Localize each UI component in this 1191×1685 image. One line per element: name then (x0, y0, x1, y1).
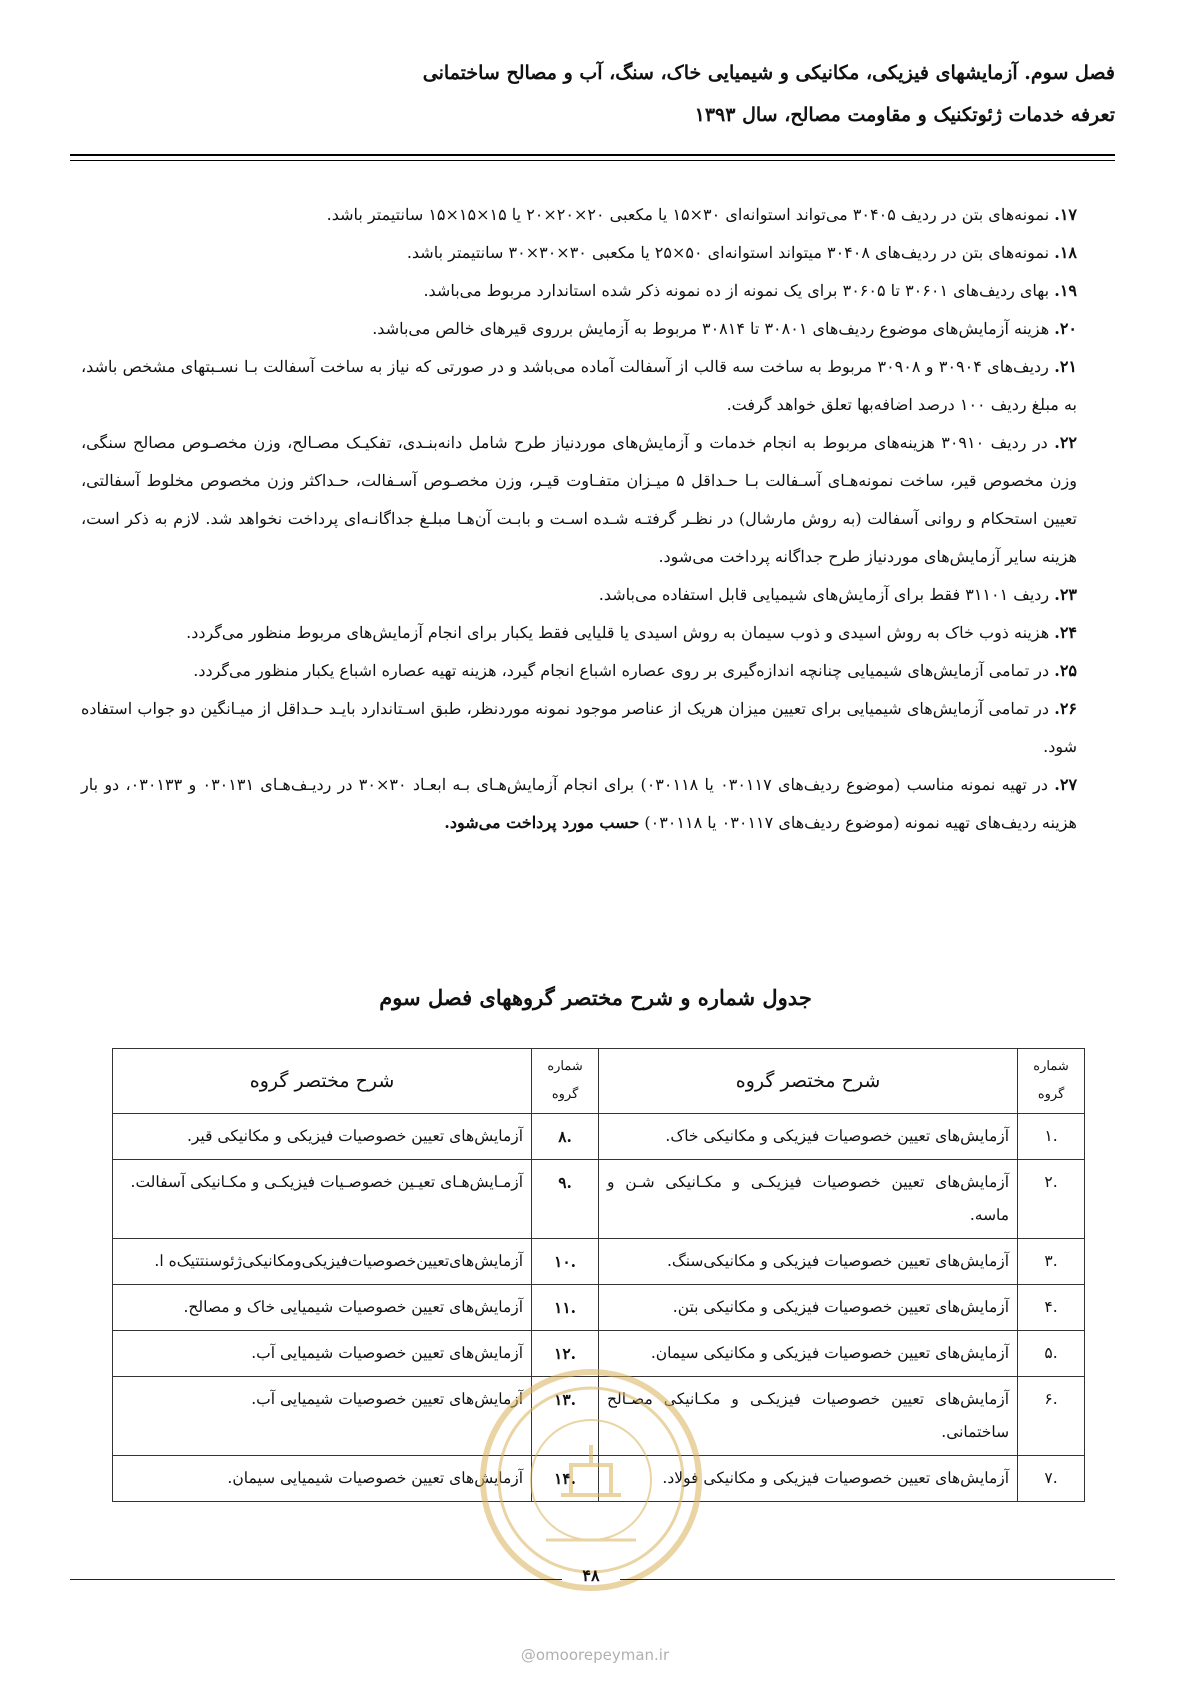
note-item (81, 576, 1113, 614)
note-item (81, 690, 1113, 766)
group-description: آزمایش‌های تعیین خصوصیات شیمیایی آب. (113, 1377, 532, 1456)
table-row (113, 1239, 1085, 1285)
note-item (81, 348, 1113, 424)
group-number: .۱۴ (532, 1456, 599, 1502)
header-rule-thick (70, 154, 1115, 156)
group-number: .۱۳ (532, 1377, 599, 1456)
group-number: .۱ (1018, 1114, 1085, 1160)
note-text: نمونه‌های بتن در ردیف ۳۰۴۰۵ می‌تواند استوانه‌ای ۳۰×۱۵ یا مکعبی ۲۰×۲۰×۲۰ یا ۱۵×۱۵×۱۵ سانتیمتر باشد. (326, 205, 1050, 224)
note-item (81, 272, 1113, 310)
group-number: .۳ (1018, 1239, 1085, 1285)
note-number: ۲۴. (1054, 623, 1077, 642)
group-description: آزمایش‌های تعیین خصوصیات شیمیایی سیمان. (113, 1456, 532, 1502)
note-number: ۱۷. (1054, 205, 1077, 224)
note-item (81, 310, 1113, 348)
table-title: جدول شماره و شرح مختصر گروههای فصل سوم (379, 985, 812, 1010)
note-number: ۲۰. (1054, 319, 1077, 338)
note-number: ۲۱. (1054, 357, 1078, 376)
group-description: آزمایش‌های تعیین خصوصیات فیزیکی و مکانیکی قیر. (113, 1114, 532, 1160)
tariff-title: تعرفه خدمات ژئوتکنیک و مقاومت مصالح، سال ۱۳۹۳ (694, 104, 1115, 126)
note-number: ۲۳. (1054, 585, 1077, 604)
note-text: در تهیه نمونه مناسب (موضوع ردیف‌های ۰۳۰۱۱۷ یا ۰۳۰۱۱۸) برای انجام آزمایش‌هـای بـه ابعـاد ۳۰×۳۰ در ردیـف‌هـای ۰۳۰۱۳۱ و ۰۳۰۱۳۳، دو بار هزینه ردیف‌های تهیه نمونه (موضوع ردیف‌های ۰۳۰۱۱۷ یا ۰۳۰۱۱۸) (81, 775, 1077, 832)
group-number: .۸ (532, 1114, 599, 1160)
group-description: آزمایش‌های تعیین خصوصیات فیزیکـی و مکـانیکی شـن و ماسه. (599, 1160, 1018, 1239)
group-number: .۹ (532, 1160, 599, 1239)
note-number: ۲۷. (1054, 775, 1078, 794)
group-description: آزمایش‌های تعیین خصوصیات شیمیایی خاک و مصالح. (113, 1285, 532, 1331)
group-number: .۱۱ (532, 1285, 599, 1331)
group-description: آزمایش‌های تعیین خصوصیات فیزیکی و مکانیکی سیمان. (599, 1331, 1018, 1377)
group-number: .۱۲ (532, 1331, 599, 1377)
header-group-number: شماره گروه (532, 1049, 599, 1114)
notes-list (81, 196, 1113, 842)
note-text: در تمامی آزمایش‌های شیمیایی برای تعیین میزان هریک از عناصر موجود نمونه موردنظر، طبق اسـتاندارد بایـد حـداقل از میـانگین دو جواب استفاده شود. (81, 699, 1077, 756)
header-group-number: شماره گروه (1018, 1049, 1085, 1114)
table-row (113, 1114, 1085, 1160)
group-number: .۶ (1018, 1377, 1085, 1456)
note-number: ۲۶. (1054, 699, 1077, 718)
note-number: ۱۹. (1054, 281, 1077, 300)
note-item (81, 766, 1113, 842)
note-text: بهای ردیف‌های ۳۰۶۰۱ تا ۳۰۶۰۵ برای یک نمونه از ده نمونه ذکر شده استاندارد مربوط می‌باشد. (423, 281, 1050, 300)
header-group-description: شرح مختصر گروه (599, 1049, 1018, 1114)
note-text: در تمامی آزمایش‌های شیمیایی چنانچه اندازه‌گیری بر روی عصاره اشباع انجام گیرد، هزینه تهیه عصاره اشباع یکبار منظور می‌گردد. (193, 661, 1050, 680)
group-description: آزمایش‌های تعیین خصوصیات فیزیکی و مکانیکی‌سنگ. (599, 1239, 1018, 1285)
note-item (81, 652, 1113, 690)
note-text: هزینه آزمایش‌های موضوع ردیف‌های ۳۰۸۰۱ تا ۳۰۸۱۴ مربوط به آزمایش برروی قیرهای خالص می‌باشد. (372, 319, 1050, 338)
note-text: نمونه‌های بتن در ردیف‌های ۳۰۴۰۸ میتواند استوانه‌ای ۵۰×۲۵ یا مکعبی ۳۰×۳۰×۳۰ سانتیمتر باشد. (406, 243, 1050, 262)
note-text: هزینه ذوب خاک به روش اسیدی و ذوب سیمان به روش اسیدی یا قلیایی فقط یکبار برای انجام آزمایش‌های مربوط منظور می‌گردد. (186, 623, 1050, 642)
page-number: ۴۸ (582, 1566, 600, 1585)
note-text: در ردیف ۳۰۹۱۰ هزینه‌های مربوط به انجام خدمات و آزمایش‌های موردنیاز طرح شامل دانه‌بنـدی، تفکیـک مصـالح، وزن مخصـوص مصالح سنگی، وزن مخصوص قیر، ساخت نمونه‌هـای آسـفالت بـا حـداقل ۵ میـزان متفـاوت قیـر، وزن مخصـوص آسـفالت، حـداکثر وزن مخصوص مخلوط آسفالتی، تعیین استحکام و روانی آسفالت (به روش مارشال) در نظـر گرفتـه شـده اسـت و بابـت آن‌هـا مبلـغ جداگانـه‌ای پرداخت نخواهد شد. لازم به ذکر است، هزینه سایر آزمایش‌های موردنیاز طرح جداگانه پرداخت می‌شود. (81, 433, 1077, 566)
group-description: آزمـایش‌هـای تعیـین خصوصـیات فیزیکـی و مکـانیکی آسفالت. (113, 1160, 532, 1239)
header-group-description: شرح مختصر گروه (113, 1049, 532, 1114)
group-number: .۷ (1018, 1456, 1085, 1502)
note-bold-text: حسب مورد پرداخت می‌شود. (444, 813, 640, 832)
group-number: .۵ (1018, 1331, 1085, 1377)
note-number: ۲۲. (1054, 433, 1077, 452)
table-row (113, 1285, 1085, 1331)
table-row (113, 1160, 1085, 1239)
watermark-seal-icon (476, 1365, 706, 1595)
group-number: .۲ (1018, 1160, 1085, 1239)
watermark-text: @omoorepeyman.ir (520, 1646, 670, 1664)
group-description: آزمایش‌های تعیین خصوصیات فیزیکی و مکانیکی خاک. (599, 1114, 1018, 1160)
header-rule-thin (70, 160, 1115, 161)
group-description: آزمایش‌های‌تعیین‌خصوصیات‌فیزیکی‌ومکانیکی‌ژئوسنتتیک‌ه ا. (113, 1239, 532, 1285)
note-item (81, 424, 1113, 576)
footer-rule-left (70, 1579, 562, 1580)
group-description: آزمایش‌های تعیین خصوصیات فیزیکـی و مکـانیکی مصـالح ساختمانی. (599, 1377, 1018, 1456)
note-item (81, 196, 1113, 234)
group-description: آزمایش‌های تعیین خصوصیات فیزیکی و مکانیکی بتن. (599, 1285, 1018, 1331)
note-number: ۲۵. (1054, 661, 1077, 680)
footer-rule-right (620, 1579, 1115, 1580)
group-description: آزمایش‌های تعیین خصوصیات شیمیایی آب. (113, 1331, 532, 1377)
note-text: ردیف ۳۱۱۰۱ فقط برای آزمایش‌های شیمیایی قابل استفاده می‌باشد. (598, 585, 1050, 604)
table-header-row (113, 1049, 1085, 1114)
group-description: آزمایش‌های تعیین خصوصیات فیزیکی و مکانیکی فولاد. (599, 1456, 1018, 1502)
group-number: .۴ (1018, 1285, 1085, 1331)
note-number: ۱۸. (1054, 243, 1077, 262)
chapter-title: فصل سوم. آزمایشهای فیزیکی، مکانیکی و شیمیایی خاک، سنگ، آب و مصالح ساختمانی (422, 62, 1115, 84)
note-text: ردیف‌های ۳۰۹۰۴ و ۳۰۹۰۸ مربوط به ساخت سه قالب از آسفالت آماده می‌باشد و در صورتی که نیاز به ساخت آسفالت بـا نسـبتهای مشخص باشد، به مبلغ ردیف ۱۰۰ درصد اضافه‌بها تعلق خواهد گرفت. (81, 357, 1077, 414)
note-item (81, 614, 1113, 652)
note-item (81, 234, 1113, 272)
group-number: .۱۰ (532, 1239, 599, 1285)
